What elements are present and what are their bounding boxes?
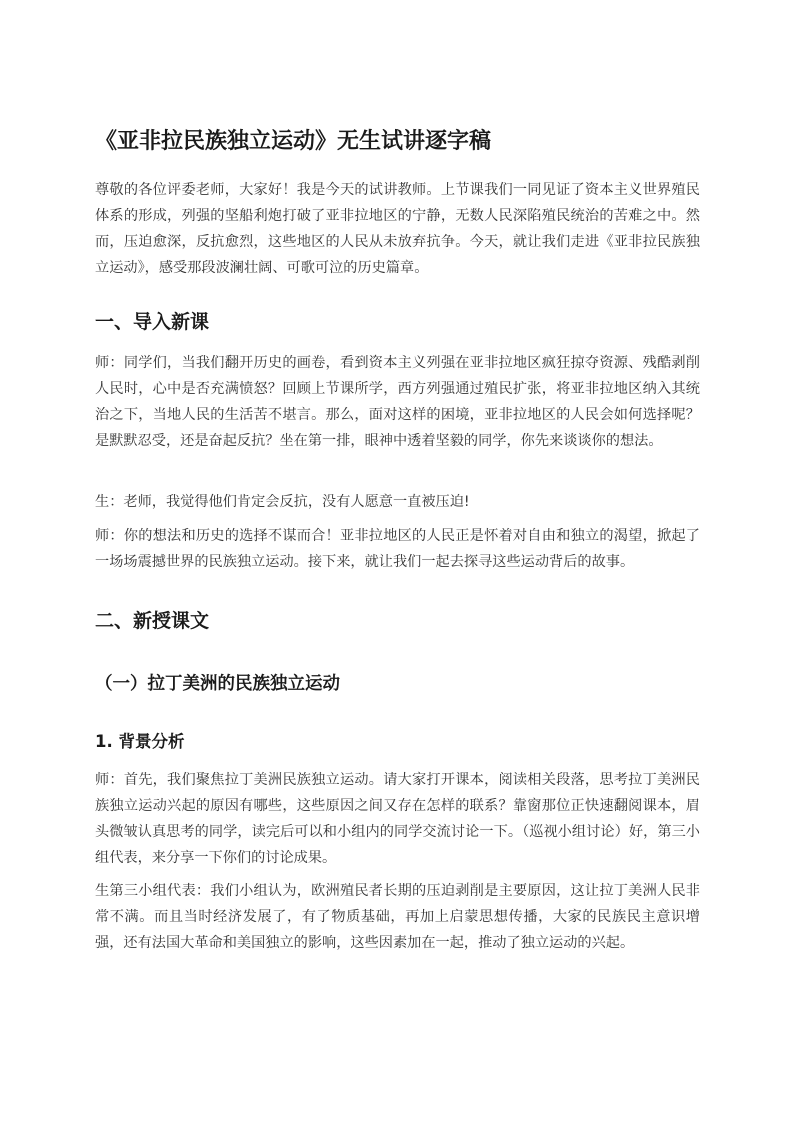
student-paragraph: 生第三小组代表：我们小组认为，欧洲殖民者长期的压迫剥削是主要原因，这让拉丁美洲人民非常不满。而且当时经济发展了，有了物质基础，再加上启蒙思想传播，大家的民族民主意识增强，还有法国大革命和美国独立的影响，这些因素加在一起，推动了独立运动的兴起。 bbox=[95, 883, 700, 951]
point-heading: 1. 背景分析 bbox=[95, 732, 185, 751]
section-heading-new-lesson: 二、新授课文 bbox=[95, 610, 210, 632]
subsection-heading: （一）拉丁美洲的民族独立运动 bbox=[95, 674, 340, 694]
student-paragraph: 生：老师，我觉得他们肯定会反抗，没有人愿意一直被压迫! bbox=[95, 494, 470, 510]
teacher-paragraph: 师：首先，我们聚焦拉丁美洲民族独立运动。请大家打开课本，阅读相关段落，思考拉丁美洲民族独立运动兴起的原因有哪些，这些原因之间又存在怎样的联系？靠窗那位正快速翻阅课本，眉头微皱认真思考的同学，读完后可以和小组内的同学交流讨论一下。（巡视小组讨论）好，第三小组代表，来分享一下你们的讨论成果。 bbox=[95, 772, 700, 866]
section-heading-introduction: 一、导入新课 bbox=[95, 311, 210, 333]
intro-paragraph: 尊敬的各位评委老师，大家好！我是今天的试讲教师。上节课我们一同见证了资本主义世界殖民体系的形成，列强的坚船利炮打破了亚非拉地区的宁静，无数人民深陷殖民统治的苦难之中。然而，压迫愈深，反抗愈烈，这些地区的人民从未放弃抗争。今天，就让我们走进《亚非拉民族独立运动》，感受那段波澜壮阔、可歌可泣的历史篇章。 bbox=[95, 182, 700, 276]
teacher-paragraph: 师：你的想法和历史的选择不谋而合！亚非拉地区的人民正是怀着对自由和独立的渴望，掀起了一场场震撼世界的民族独立运动。接下来，就让我们一起去探寻这些运动背后的故事。 bbox=[95, 528, 700, 570]
document-title: 《亚非拉民族独立运动》无生试讲逐字稿 bbox=[95, 129, 492, 154]
teacher-paragraph: 师：同学们，当我们翻开历史的画卷，看到资本主义列强在亚非拉地区疯狂掠夺资源、残酷剥削人民时，心中是否充满愤怒？回顾上节课所学，西方列强通过殖民扩张，将亚非拉地区纳入其统治之下，当地人民的生活苦不堪言。那么，面对这样的困境，亚非拉地区的人民会如何选择呢？是默默忍受，还是奋起反抗？坐在第一排，眼神中透着坚毅的同学，你先来谈谈你的想法。 bbox=[95, 355, 700, 449]
